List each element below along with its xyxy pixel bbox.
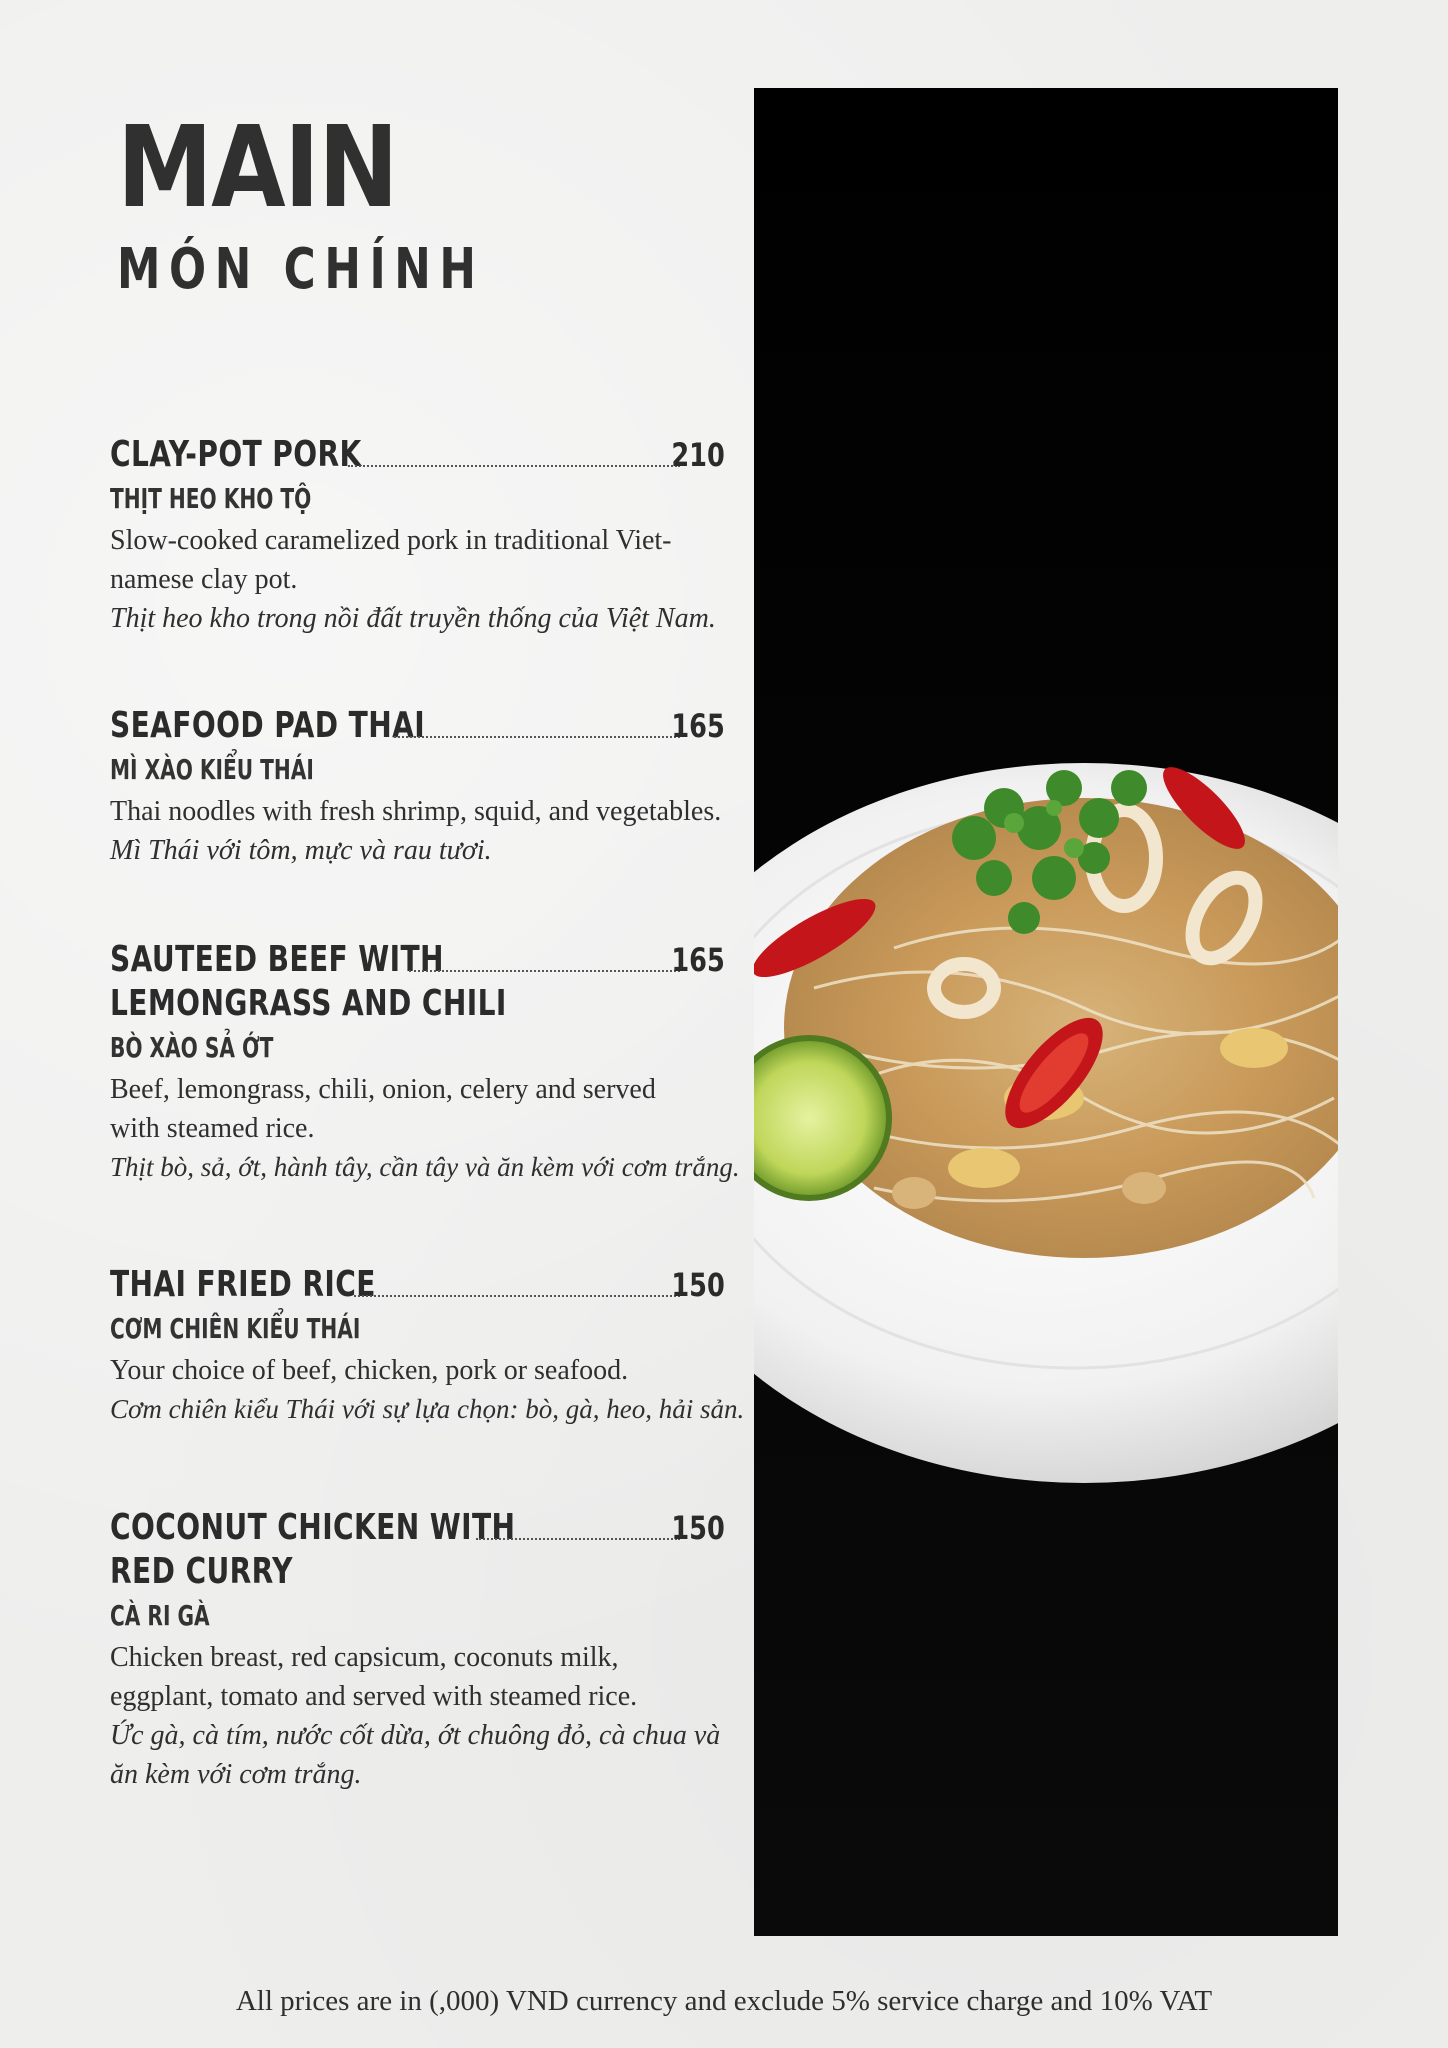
- item-vn-name: THỊT HEO KHO TỘ: [110, 482, 312, 515]
- item-description: Thai noodles with fresh shrimp, squid, and vegetables.: [110, 796, 722, 827]
- item-price: 150: [671, 1266, 725, 1304]
- menu-item-clay-pot-pork: [110, 433, 725, 638]
- item-description-line: namese clay pot.: [110, 564, 298, 595]
- item-description-line: Chicken breast, red capsicum, coconuts milk,: [110, 1642, 619, 1673]
- item-description-line: Beef, lemongrass, chili, onion, celery and served: [110, 1074, 656, 1105]
- item-price: 165: [671, 941, 725, 979]
- item-description-line: with steamed rice.: [110, 1113, 315, 1144]
- menu-item-thai-fried-rice: [110, 1263, 745, 1429]
- item-name-line2: LEMONGRASS AND CHILI: [110, 983, 507, 1024]
- price-leader: [394, 736, 680, 738]
- item-name: THAI FRIED RICE: [110, 1264, 376, 1305]
- price-leader: [348, 465, 680, 467]
- item-description: [110, 521, 725, 599]
- menu-item-seafood-pad-thai: [110, 704, 725, 870]
- item-description: [110, 1638, 725, 1716]
- item-name: SEAFOOD PAD THAI: [110, 705, 426, 746]
- item-vn-name: CƠM CHIÊN KIỂU THÁI: [110, 1312, 361, 1345]
- item-description-vn: [110, 1716, 725, 1794]
- item-description: [110, 1070, 725, 1148]
- section-subtitle: MÓN CHÍNH: [117, 237, 485, 302]
- item-name: CLAY-POT PORK: [110, 434, 362, 475]
- section-title: MAIN: [117, 103, 397, 233]
- item-description-line: eggplant, tomato and served with steamed rice.: [110, 1681, 638, 1712]
- menu-item-coconut-chicken: [110, 1506, 725, 1794]
- item-description: Your choice of beef, chicken, pork or seafood.: [110, 1355, 629, 1386]
- price-leader: [409, 970, 680, 972]
- item-description-vn: Thịt bò, sả, ớt, hành tây, cần tây và ăn kèm với cơm trắng.: [110, 1152, 740, 1182]
- menu-item-sauteed-beef: [110, 938, 740, 1187]
- item-description-vn: Thịt heo kho trong nồi đất truyền thống của Việt Nam.: [110, 603, 716, 634]
- dish-photo: [754, 88, 1338, 1936]
- item-description-vn-line: ăn kèm với cơm trắng.: [110, 1759, 362, 1790]
- item-price: 165: [671, 707, 725, 745]
- item-name-line2: RED CURRY: [110, 1551, 293, 1592]
- price-footnote: All prices are in (,000) VND currency and exclude 5% service charge and 10% VAT: [235, 1985, 1213, 2017]
- item-description-vn: Cơm chiên kiểu Thái với sự lựa chọn: bò, gà, heo, hải sản.: [110, 1394, 745, 1424]
- item-vn-name: CÀ RI GÀ: [110, 1599, 210, 1632]
- item-price: 150: [671, 1509, 725, 1547]
- item-vn-name: BÒ XÀO SẢ ỚT: [110, 1031, 274, 1064]
- item-price: 210: [671, 436, 725, 474]
- price-leader: [354, 1295, 680, 1297]
- item-name: SAUTEED BEEF WITH: [110, 939, 444, 980]
- pad-thai-plate-image: [754, 88, 1338, 1936]
- menu-heading: [117, 103, 588, 302]
- item-vn-name: MÌ XÀO KIỂU THÁI: [110, 753, 314, 786]
- item-description-line: Slow-cooked caramelized pork in traditional Viet-: [110, 525, 672, 556]
- item-name: COCONUT CHICKEN WITH: [110, 1507, 516, 1548]
- item-description-vn-line: Ức gà, cà tím, nước cốt dừa, ớt chuông đỏ, cà chua và: [110, 1720, 721, 1751]
- item-description-vn: Mì Thái với tôm, mực và rau tươi.: [110, 835, 492, 866]
- price-leader: [476, 1538, 680, 1540]
